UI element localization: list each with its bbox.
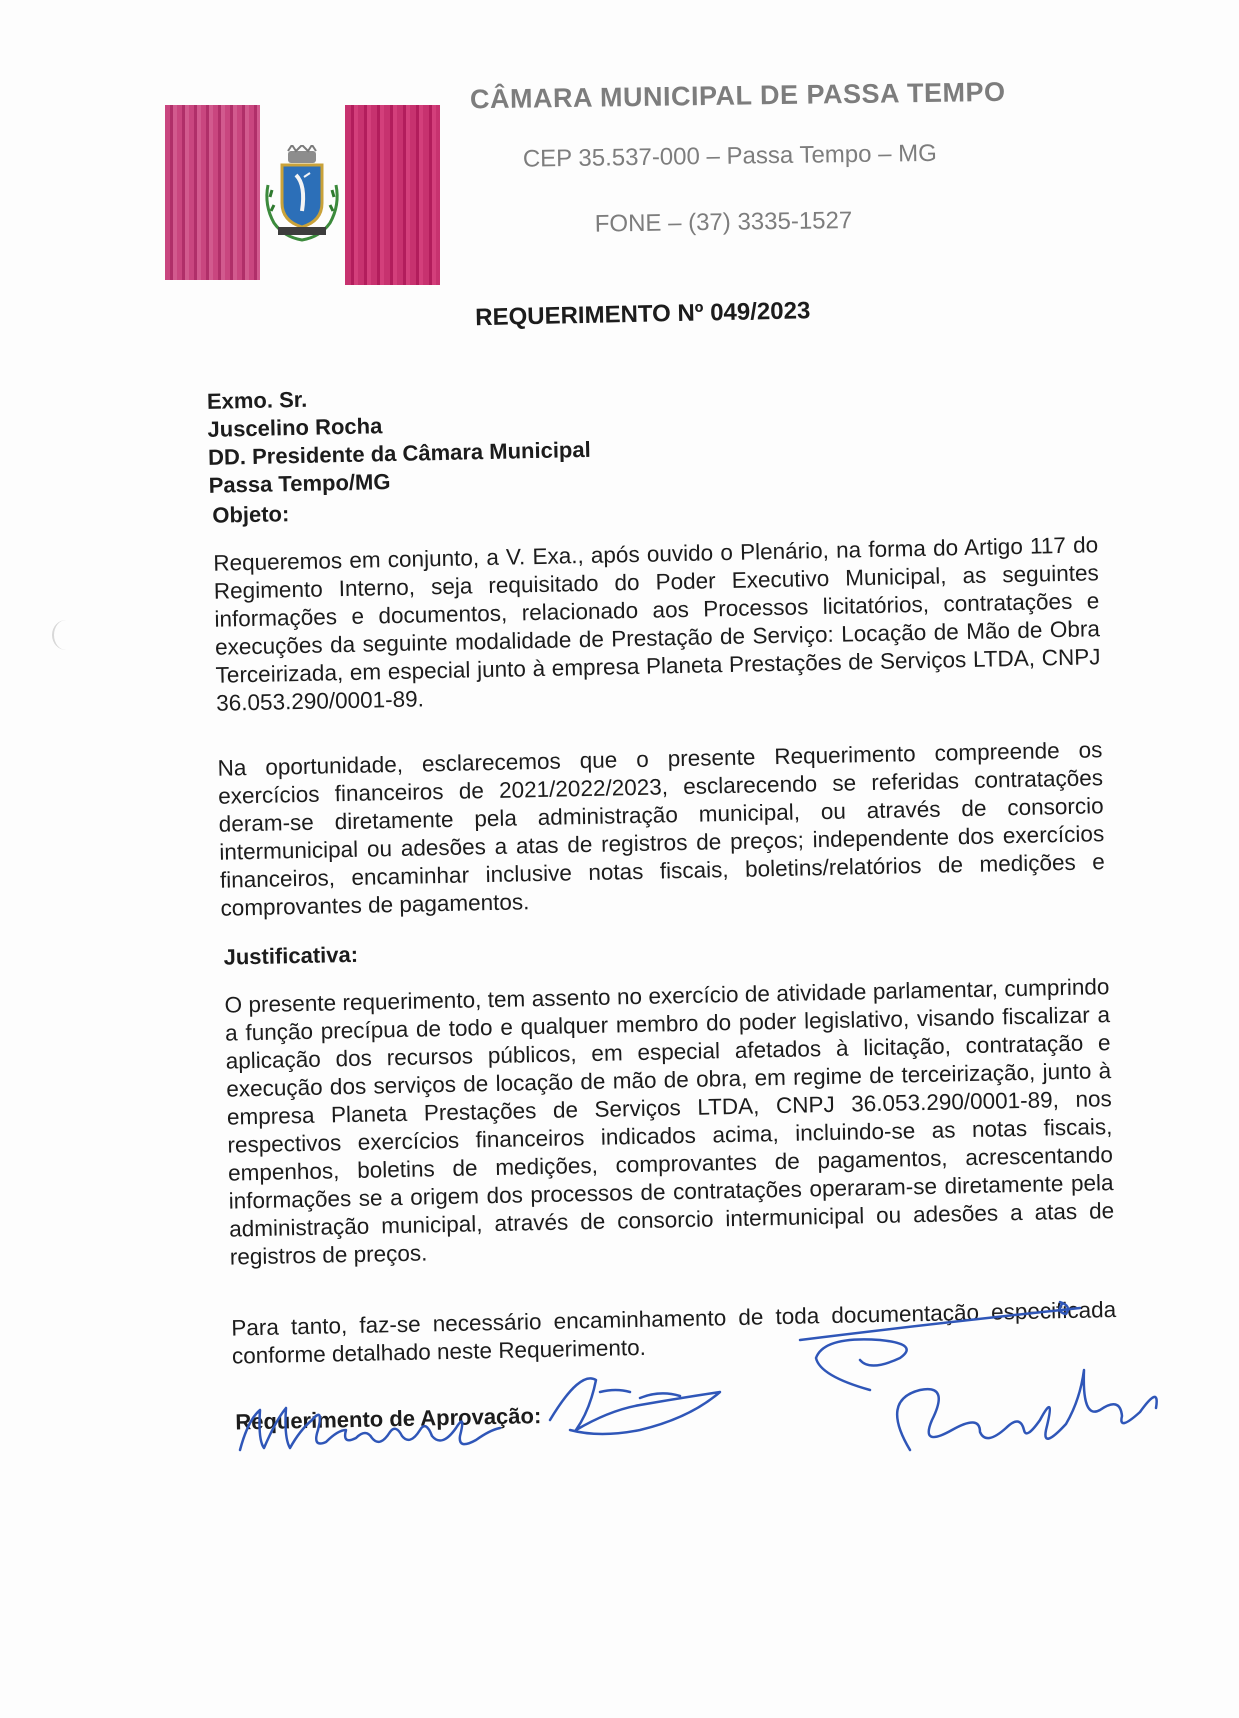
clarification-paragraph: Na oportunidade, esclarecemos que o presente Requerimento compreende os exercícios financeiros de 2021/2022/2023, esclarecendo se referidas contratações deram-se diretamente pela administração municipal, ou através de consorcio intermunicipal ou adesões a atas de registros de preços; independente dos exercícios financeiros, encaminhar inclusive notas fiscais, boletins/relatórios de medições e comprovantes de pagamentos. [217,737,1106,921]
signature-2 [550,1378,720,1434]
justificativa-paragraph: O presente requerimento, tem assento no exercício de atividade parlamentar, cumprindo a função precípua de todo e qualquer membro do poder legislativo, visando fiscalizar a aplicação dos recursos públicos, em especial afetados à licitação, contratação e execução dos serviços de locação de mão de obra, em regime de terceirização, junto à empresa Planeta Prestações de Serviços LTDA, CNPJ 36.053.290/0001-89, nos respectivos exercícios financeiros indicados acima, incluindo-se as notas fiscais, empenhos, boletins de medições, comprovantes de pagamentos, acrescentando informações se a origem dos processos de contratações operaram-se diretamente pela administração municipal, através de consorcio intermunicipal ou adesões a atas de registros de preços. [224,974,1115,1270]
objeto-paragraph: Requeremos em conjunto, a V. Exa., após ouvido o Plenário, na forma do Artigo 117 do Regimento Interno, seja requisitado do Poder Executivo Municipal, as seguintes informações e documentos, relacionado aos Processos licitatórios, contratações e execuções da seguinte modalidade de Prestação de Serviço: Locação de Mão de Obra Terceirizada, em especial junto à empresa Planeta Prestações de Serviços LTDA, CNPJ 36.053.290/0001-89. [213,532,1101,716]
municipal-crest-icon [260,145,345,245]
letterhead [469,76,1090,238]
chamber-phone: FONE – (37) 3335-1527 [594,207,853,238]
flag-left-stripe [165,105,260,280]
signature-flourish [800,1308,1080,1340]
addressee-block [207,380,592,500]
flag-right-stripe [345,105,440,285]
addressee-name: Juscelino Rocha [207,413,383,442]
document-body [200,291,1117,1435]
approval-heading: Requerimento de Aprovação: [235,1403,542,1435]
chamber-name: CÂMARA MUNICIPAL DE PASSA TEMPO [469,76,1006,115]
closing-paragraph: Para tanto, faz-se necessário encaminhamento de toda documentação especificada conforme detalhado neste Requerimento. [231,1297,1117,1369]
chamber-cep: CEP 35.537-000 – Passa Tempo – MG [522,139,938,173]
addressee-salutation: Exmo. Sr. [206,386,308,414]
signature-3 [816,1339,907,1390]
addressee-city: Passa Tempo/MG [208,469,391,498]
scan-artifact [52,620,80,650]
document-title: REQUERIMENTO Nº 049/2023 [474,297,811,332]
objeto-heading: Objeto: [212,501,290,528]
addressee-role: DD. Presidente da Câmara Municipal [207,436,591,470]
signatures-area [220,1280,1200,1520]
signature-1 [240,1408,500,1450]
justificativa-heading: Justificativa: [223,941,359,970]
chamber-logo [165,105,440,285]
